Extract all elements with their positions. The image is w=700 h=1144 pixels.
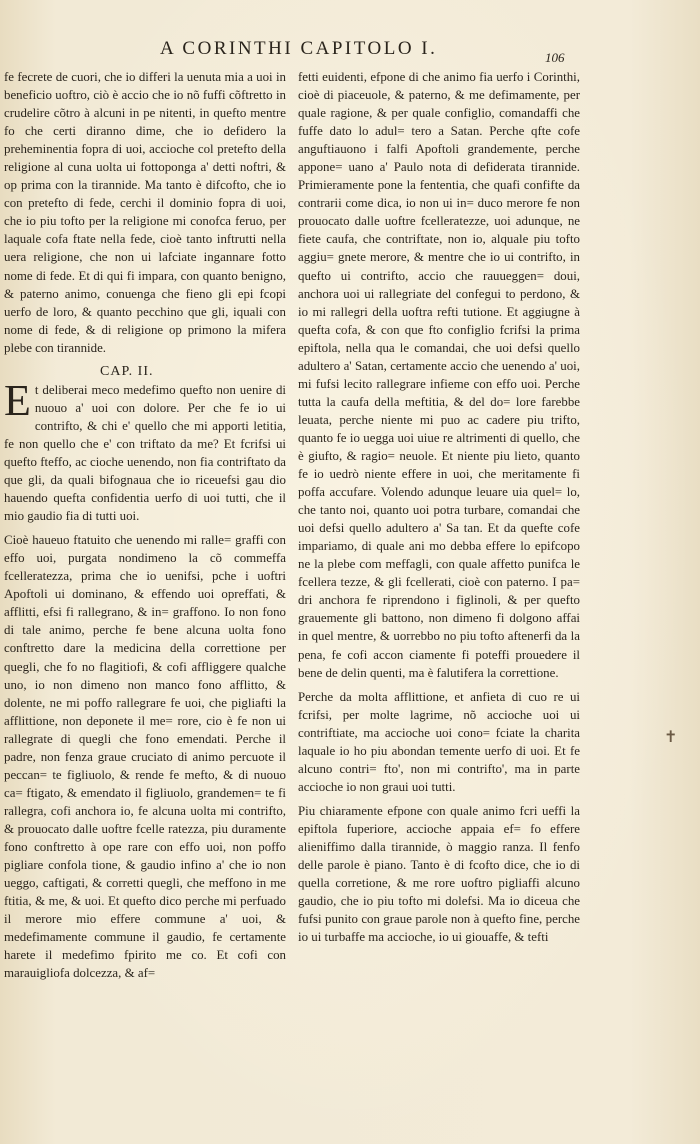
left-column — [4, 68, 286, 988]
commentary-paragraph-1: fe fecrete de cuori, che io differi la uenuta mia a uoi in beneficio uoftro, ciò è accio che io nõ fuffi cõftretto in crudelire cõtro à alcuni in pe nitenti, in quefto mentre fo che certi diranno dime, che io defidero la preheminentia fopra di uoi, accioche col pretefto della religione al cuna uolta ui fottoponga a' detti noftri, & op prima con la tirannide. Ma tanto è difcofto, che io con pretefto di fede, cerchi il dominio fopra di uoi, che io piu tofto per la religione mi conofca feruo, per laquale cofa ftate nella fede, cioè tanto inftrutti nella uera religione, che non ui lafciate ingannare fotto nome di fede. Et di qui fi impara, con quanto benigno, & paterno animo, conuenga che fieno gli epi fcopi uerfo de loro, & quanto pecchino que gli, iquali con nome di fede, & di religione op primono la mifera plebe con tirannide. — [4, 70, 286, 355]
commentary-paragraph-3: fetti euidenti, efpone di che animo fia uerfo i Corinthi, cioè di piaceuole, & paterno, & me defimamente, per quale ragione, & per quale configlio, comandaffi che fuffe dato lo adul= tero a Satan. Perche qfte cofe anguftiauono i falfi Apoftoli grandemente, perche appone= uano a' Paulo nota di defiderata tirannide. Primieramente pone la fententia, che quafi confifte da contrarii come dica, io non ui in= duco merore fe non prouocato dalle uoftre fcelleratezze, uoi adunque, ne fiete caufa, che contriftate, non io, alquale piu tofto aggiu= gnete merore, & mentre che io ui contrifto, in quefto ui contrifto, accio che rauueggen= doui, anchora uoi ui rallegriate del confegui to perdono, & io mi rallegri della uoftra refti tutione. Et aggiugne à quefta cofa, & con que fto configlio fcrifsi la prima epiftola, nella qua le comandai, che uoi defsi quello adultero a' Satan, certamente accio che uenendo a' uoi, mi fufsi lecito rallegrare infieme con effo uoi. Perche tutta la caufa della meftitia, & del do= lore farebbe leuata, perche niente mi puo ac cadere piu trifto, quanto fe io uegga uoi uiue re altrimenti di quello, che è giufto, & ragio= neuole. Et niente piu lieto, quanto fe io uedrò niente effere in uoi, che meritamente fi poffa accufare. Volendo adunque leuare uia quel= lo, che tanto noi, quanto uoi potra turbare, comandai che uoi defsi quello adultero a' Sa tan. Et da quefte cofe impariamo, di quale ani mo debba effere lo epifcopo ne la plebe com meffagli, con quale affetto punifca le fcellera tezze, & gli fcellerati, cioè con paterno. I pa= dri anchora fe riprendono i figlinoli, & per quefto grauemente gli battono, non dimeno fi dolgono affai in quel mentre, & uorrebbo no piu tofto aftenerfi da la pena, fe cofi accon ciamente fi poteffi prouedere il bene de delin quenti, ma è falutifera la correttione. — [298, 70, 580, 680]
commentary-paragraph-2: Cioè haueuo ftatuito che uenendo mi ralle= graffi con effo uoi, purgata nondimeno la cõ commeffa fcelleratezza, prima che io uenifsi, pche i uoftri Apoftoli ui dominano, & effendo uoi opreffati, & afflitti, efsi fi rallegrano, & in= graffono. Io non fono di tale animo, perche fe bene alcuna uolta fono conftretto dare la medicina della correttione per quegli, che fo no flagitiofi, & cofi affliggere qualche uno, io non dimeno non manco fono afflitto, & dolente, ne mi poffo rallegrare fe uoi, che pigliafti la afflittione, non deponete il me= rore, cio è fe non ui rallegrate di quegli che fono emendati. Perche il padre, non fenza graue cruciato di animo percuote il peccan= te figliuolo, & rende fe mefto, & di nuouo ca= ftigato, & emendato il figliuolo, grandemen= te fi rallegra, cofi anchora io, fe alcuna uolta mi contrifto, & prouocato dalle uoftre fcelle ratezza, piu duramente fono conftretto à ope rare con effo uoi, non poffo pigliare confola tione, & gaudio infino a' che io non ueggo, caftigati, & corretti quegli, che meffono in me ftitia, & me, & uoi. Et quefto dico perche mi perfuado il merore mio effere commune a' uoi, & medefimamente commune il gaudio, fe certamente harete il medefimo fpirito me co. Et cofi con marauigliofa dolcezza, & af= — [4, 533, 286, 981]
commentary-paragraph-4: Piu chiaramente efpone con quale animo fcri ueffi la epiftola fuperiore, accioche appaia ef= fo effere alieniffimo dalla tirannide, ò maggio ranza. Il fenfo delle parole è piano. Tanto è di fcofto dice, che io di quella corretione, & me rore uoftro pigliaffi alcuno gaudio, che io piu tofto mi dolefsi. Ma io diceua che fufsi punito con graue parole non à quefto fine, perche io ui turbaffe ma accioche, io ui giouaffe, & tefti — [298, 803, 580, 945]
scripture-paragraph-2: Perche da molta afflittione, et anfieta di cuo re ui fcrifsi, per molte lagrime, nõ accioche uoi ui contriftiate, ma accioche uoi cono= fciate la charita laquale io ho piu abondan temente uerfo di uoi. Et fe alcuno contri= fto', non mi contrifto', ma in parte accioche io non graui uoi tutti. — [298, 689, 580, 794]
margin-mark: ✝ — [664, 729, 678, 746]
running-title: A CORINTHI CAPITOLO I. — [160, 38, 438, 59]
scripture-paragraph: Et deliberai meco medefimo quefto non uenire di nuouo a' uoi con dolore. Per che fe io ui contrifto, & chi e' quello che mi apporti letitia, fe non quello che e' con triftato da me? Et fcrifsi ui quefto fteffo, ac cioche uenendo, non fia contriftato da que gli, da quali bifognaua che io riceuefsi gau dio hauendo quefta confidentia uerfo di uoi tutti, che il mio gaudio fia di tutti uoi. — [4, 375, 286, 524]
chapter-heading: CAP. II. — [100, 363, 154, 379]
right-column — [298, 68, 580, 952]
page-number: 106 — [545, 50, 565, 65]
